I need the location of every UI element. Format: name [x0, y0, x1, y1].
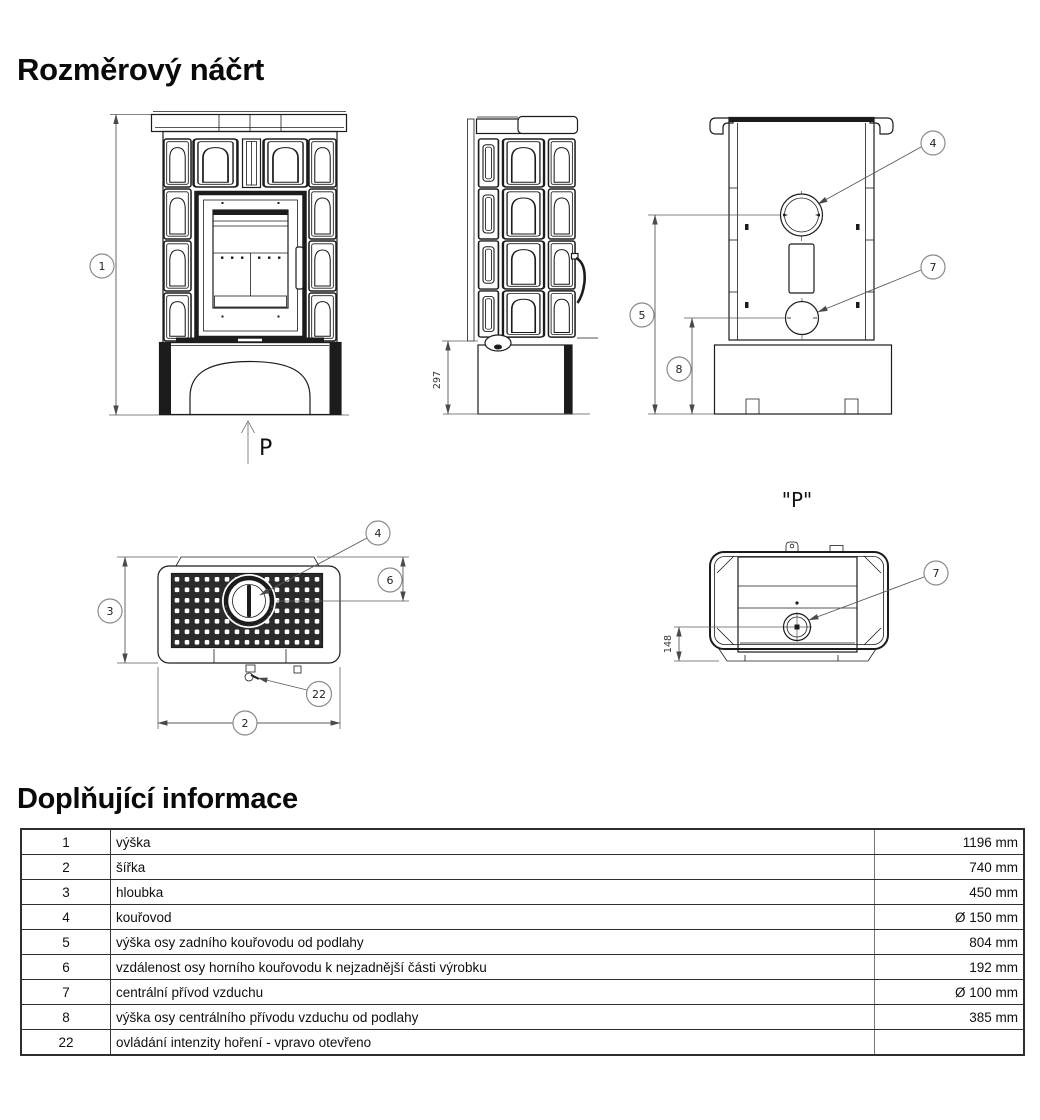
flue-outlet-circle	[781, 191, 823, 241]
svg-text:8: 8	[675, 363, 683, 376]
table-row	[21, 880, 1024, 905]
row-value: 1196 mm	[875, 829, 1025, 855]
top-tab-left	[786, 542, 798, 552]
table-row	[21, 855, 1024, 880]
air-inlet-circle	[786, 298, 819, 340]
front-top-band	[194, 139, 308, 188]
svg-text:4: 4	[374, 527, 382, 540]
front-crown	[152, 112, 347, 132]
row-number: 3	[21, 880, 111, 905]
row-value: 740 mm	[875, 855, 1025, 880]
table-row	[21, 955, 1024, 980]
leader-22	[258, 678, 307, 690]
leader-7	[818, 270, 921, 312]
view-p-title: "P"	[781, 488, 813, 512]
balloon-6	[378, 568, 402, 592]
balloon-5	[630, 303, 654, 327]
dim-base-height	[432, 341, 478, 414]
back-slot	[789, 244, 814, 293]
row-number: 1	[21, 829, 111, 855]
row-number: 22	[21, 1030, 111, 1056]
balloon-7	[921, 255, 945, 279]
table-row	[21, 1005, 1024, 1030]
side-base	[443, 335, 590, 414]
top-crown-edge	[176, 557, 319, 566]
stove-door	[197, 193, 305, 338]
balloon-4-top	[366, 521, 390, 545]
top-flue-circle	[222, 574, 276, 628]
burn-control-lever	[245, 665, 301, 681]
row-value: 804 mm	[875, 930, 1025, 955]
svg-text:2: 2	[241, 717, 249, 730]
row-label: šířka	[111, 855, 875, 880]
dim-297-label: 297	[432, 370, 443, 390]
row-number: 5	[21, 930, 111, 955]
front-direction-arrow	[242, 421, 273, 464]
row-number: 4	[21, 905, 111, 930]
row-value	[875, 1030, 1025, 1056]
row-label: ovládání intenzity hoření - vpravo otevřeno	[111, 1030, 875, 1056]
row-value: Ø 150 mm	[875, 905, 1025, 930]
svg-text:7: 7	[932, 567, 940, 580]
row-value: Ø 100 mm	[875, 980, 1025, 1005]
row-label: výška	[111, 829, 875, 855]
leader-4	[818, 147, 921, 204]
svg-text:1: 1	[98, 260, 106, 273]
row-value: 450 mm	[875, 880, 1025, 905]
svg-text:7: 7	[929, 261, 937, 274]
row-label: vzdálenost osy horního kouřovodu k nejzadnější části výrobku	[111, 955, 875, 980]
svg-text:22: 22	[312, 688, 326, 701]
row-number: 2	[21, 855, 111, 880]
section-title: Doplňující informace	[17, 783, 298, 815]
info-table	[20, 828, 1025, 1056]
dim-depth	[117, 557, 178, 663]
balloon-3	[98, 599, 122, 623]
row-value: 385 mm	[875, 1005, 1025, 1030]
front-base	[160, 338, 342, 415]
table-row	[21, 1030, 1024, 1056]
row-label: výška osy centrálního přívodu vzduchu od podlahy	[111, 1005, 875, 1030]
balloon-7-bottom	[924, 561, 948, 585]
svg-text:5: 5	[638, 309, 646, 322]
row-label: centrální přívod vzduchu	[111, 980, 875, 1005]
row-label: kouřovod	[111, 905, 875, 930]
row-value: 192 mm	[875, 955, 1025, 980]
svg-text:3: 3	[106, 605, 114, 618]
front-view	[90, 112, 349, 465]
rear-heat-shield	[468, 119, 475, 341]
side-view	[432, 117, 598, 415]
balloon-22	[307, 682, 332, 707]
row-label: výška osy zadního kouřovodu od podlahy	[111, 930, 875, 955]
row-number: 7	[21, 980, 111, 1005]
row-number: 6	[21, 955, 111, 980]
back-view	[630, 118, 945, 415]
bottom-skirt	[719, 649, 876, 661]
page-title: Rozměrový náčrt	[17, 52, 265, 87]
bottom-view-p	[663, 488, 948, 661]
dim-148-label: 148	[663, 634, 674, 654]
balloon-4	[921, 131, 945, 155]
top-view	[98, 521, 409, 735]
balloon-1	[90, 254, 114, 278]
door-handle-icon	[296, 247, 303, 289]
svg-text:6: 6	[386, 574, 394, 587]
table-row	[21, 980, 1024, 1005]
side-crown	[477, 117, 578, 134]
back-vents	[745, 224, 860, 308]
row-label: hloubka	[111, 880, 875, 905]
row-number: 8	[21, 1005, 111, 1030]
table-row	[21, 829, 1024, 855]
front-direction-label: P	[259, 436, 273, 461]
balloon-8	[667, 357, 691, 381]
balloon-2	[233, 711, 257, 735]
svg-text:4: 4	[929, 137, 937, 150]
table-row	[21, 930, 1024, 955]
side-tiles	[479, 139, 575, 337]
dim-air-inlet-height	[684, 318, 785, 414]
table-row	[21, 905, 1024, 930]
base-arch	[190, 362, 310, 415]
back-base	[715, 345, 892, 414]
